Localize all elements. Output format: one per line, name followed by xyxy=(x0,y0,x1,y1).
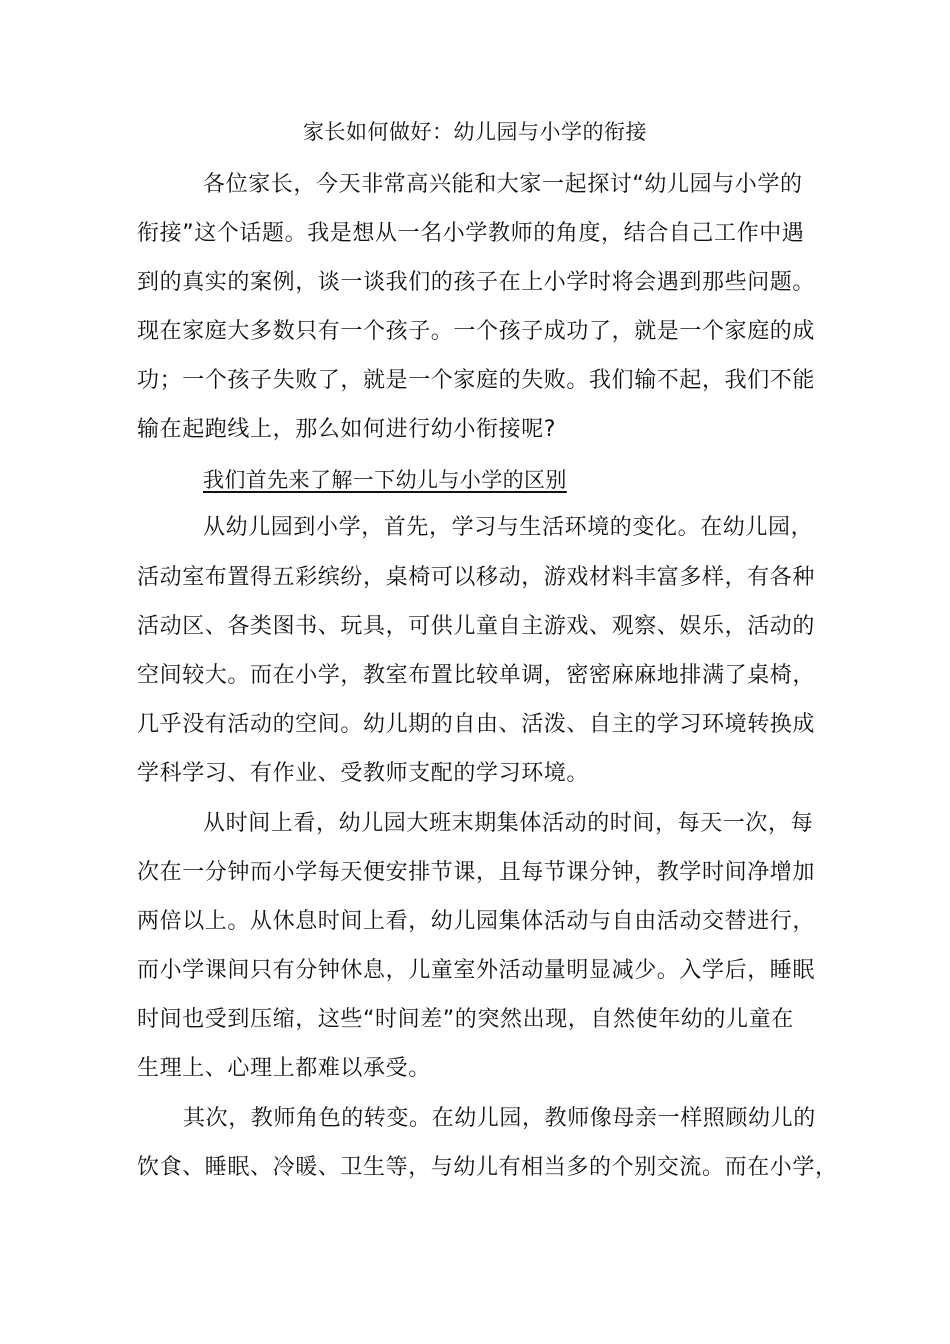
section-heading: 我们首先来了解一下幼儿与小学的区别 xyxy=(203,468,567,492)
paragraph-line: 输在起跑线上，那么如何进行幼小衔接呢? xyxy=(137,417,557,442)
paragraph-line: 两倍以上。从休息时间上看，幼儿园集体活动与自由活动交替进行， xyxy=(137,909,816,934)
paragraph-line: 现在家庭大多数只有一个孩子。一个孩子成功了，就是一个家庭的成 xyxy=(137,319,816,344)
paragraph-line: 而小学课间只有分钟休息，儿童室外活动量明显减少。入学后，睡眠 xyxy=(137,958,816,983)
paragraph-line: 从幼儿园到小学，首先，学习与生活环境的变化。在幼儿园， xyxy=(203,515,814,540)
paragraph-line: 次在一分钟而小学每天便安排节课，且每节课分钟，教学时间净增加 xyxy=(137,860,816,885)
paragraph-line: 学科学习、有作业、受教师支配的学习环境。 xyxy=(137,761,590,786)
paragraph-line: 到的真实的案例，谈一谈我们的孩子在上小学时将会遇到那些问题。 xyxy=(137,270,816,295)
document-title: 家长如何做好：幼儿园与小学的衔接 xyxy=(303,120,647,144)
paragraph-line: 衔接”这个话题。我是想从一名小学教师的角度，结合自己工作中遇 xyxy=(137,221,805,246)
paragraph-line: 生理上、心理上都难以承受。 xyxy=(137,1056,431,1081)
paragraph-line: 从时间上看，幼儿园大班末期集体活动的时间，每天一次，每 xyxy=(203,811,814,836)
paragraph-line: 空间较大。而在小学，教室布置比较单调，密密麻麻地排满了桌椅， xyxy=(137,663,816,688)
paragraph-line: 功；一个孩子失败了，就是一个家庭的失败。我们输不起，我们不能 xyxy=(137,368,816,393)
paragraph-line: 几乎没有活动的空间。幼儿期的自由、活泼、自主的学习环境转换成 xyxy=(137,712,816,737)
paragraph-line: 饮食、睡眠、冷暖、卫生等，与幼儿有相当多的个别交流。而在小学， xyxy=(137,1155,838,1180)
paragraph-line: 其次，教师角色的转变。在幼儿园，教师像母亲一样照顾幼儿的 xyxy=(183,1106,816,1131)
paragraph-line: 活动室布置得五彩缤纷，桌椅可以移动，游戏材料丰富多样，有各种 xyxy=(137,565,816,590)
paragraph-line: 活动区、各类图书、玩具，可供儿童自主游戏、观察、娱乐，活动的 xyxy=(137,614,816,639)
paragraph-line: 时间也受到压缩，这些“时间差”的突然出现，自然使年幼的儿童在 xyxy=(137,1007,794,1032)
paragraph-line: 各位家长，今天非常高兴能和大家一起探讨“幼儿园与小学的 xyxy=(203,172,803,197)
